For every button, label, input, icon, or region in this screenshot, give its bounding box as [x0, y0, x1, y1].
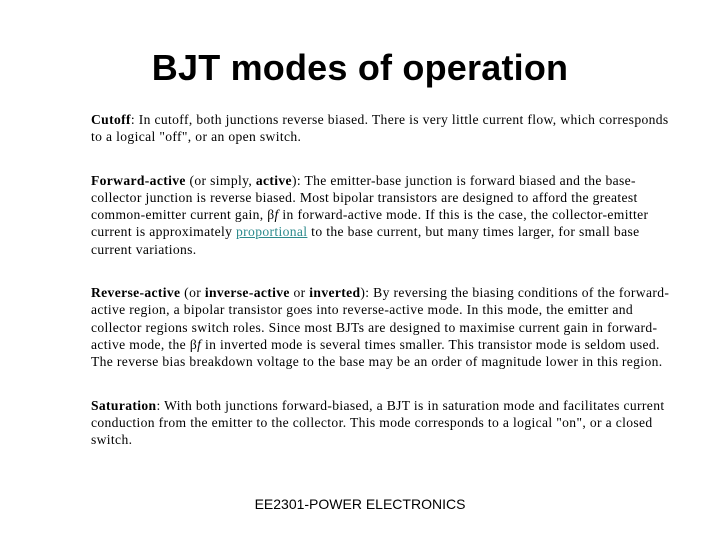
paragraph-saturation — [91, 397, 683, 449]
term-inverse-active: inverse-active — [204, 285, 290, 301]
slide-footer: EE2301-POWER ELECTRONICS — [254, 496, 466, 512]
reverse-text-4: in inverted mode is several times smaller. This transistor mode is seldom used. The reverse bias breakdown voltage to the base may be an order of magnitude lower in this region. — [91, 336, 663, 370]
paragraph-forward-active — [91, 172, 683, 258]
cutoff-text: : In cutoff, both junctions reverse biased. There is very little current flow, which corresponds to a logical "off", or an open switch. — [91, 112, 669, 145]
f-subscript: f — [197, 336, 202, 352]
beta-symbol: β — [267, 207, 275, 223]
paragraph-cutoff — [91, 111, 683, 146]
term-cutoff: Cutoff — [91, 112, 131, 127]
term-active: active — [255, 172, 292, 188]
slide-title: BJT modes of operation — [151, 47, 569, 88]
proportional-link[interactable]: proportional — [236, 224, 308, 240]
f-subscript: f — [274, 207, 279, 223]
paragraph-reverse-active — [91, 284, 683, 370]
term-inverted: inverted — [309, 285, 361, 301]
reverse-text-3: ): By reversing the biasing conditions of the forward-active region, a bipolar transistor goes into reverse-active mode. In this mode, the emitter and collector regions switch roles. Since most BJTs are designed to maximise current gain in forward-active mode, the — [91, 285, 670, 352]
term-reverse-active: Reverse-active — [91, 285, 181, 301]
reverse-text-2: or — [289, 285, 310, 301]
term-saturation: Saturation — [91, 397, 157, 413]
forward-text-3: in forward-active mode. If this is the case, the collector-emitter current is approximately — [91, 207, 649, 240]
beta-symbol: β — [189, 336, 198, 352]
forward-text-1: (or simply, — [185, 172, 256, 188]
saturation-text: : With both junctions forward-biased, a BJT is in saturation mode and facilitates current conduction from the emitter to the collector. This mode corresponds to a logical "on", or a closed switch. — [91, 397, 665, 448]
term-forward-active: Forward-active — [91, 172, 186, 188]
slide-body — [91, 111, 683, 448]
reverse-text-1: (or — [180, 285, 205, 301]
forward-text-2: ): The emitter-base junction is forward biased and the base-collector junction is reverse biased. Most bipolar transistors are designed to afford the greatest common-emitter current gain, — [91, 172, 638, 223]
forward-text-4: to the base current, but many times larger, for small base current variations. — [91, 224, 640, 257]
